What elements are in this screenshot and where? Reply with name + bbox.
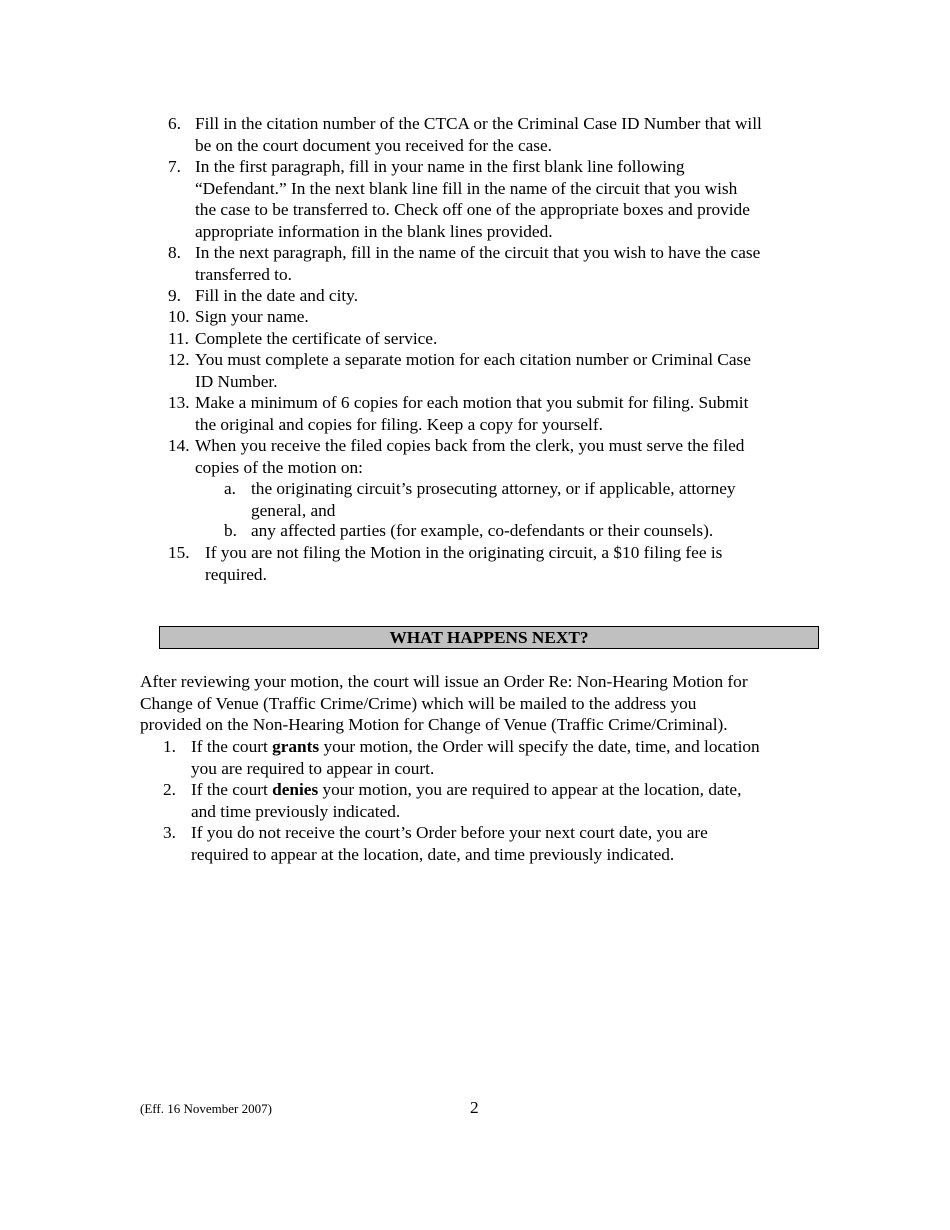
section-heading: WHAT HAPPENS NEXT? [159,626,819,649]
list-text: When you receive the filed copies back from the clerk, you must serve the filed [195,436,745,455]
emphasis-grants: grants [272,737,320,756]
emphasis-denies: denies [272,780,319,799]
list-text [191,779,741,801]
list-text: you are required to appear in court. [191,758,435,778]
sub-list-letter: a. [224,479,236,498]
list-number: 10. [168,307,190,326]
list-text: If you are not filing the Motion in the originating circuit, a $10 filing fee is [205,543,723,562]
list-text: Sign your name. [195,307,309,326]
list-text: appropriate information in the blank lines provided. [195,221,553,241]
list-number: 6. [168,114,181,133]
page-number: 2 [470,1098,479,1117]
paragraph-line: After reviewing your motion, the court will issue an Order Re: Non-Hearing Motion for [140,672,748,691]
list-number: 13. [168,393,190,412]
list-number: 11. [168,329,189,348]
effective-date: (Eff. 16 November 2007) [140,1101,272,1116]
list-text: Make a minimum of 6 copies for each motion that you submit for filing. Submit [195,393,749,412]
sub-list-text: any affected parties (for example, co-defendants or their counsels). [251,521,714,540]
list-text [191,736,760,758]
list-text: and time previously indicated. [191,801,401,821]
paragraph-line: provided on the Non-Hearing Motion for Change of Venue (Traffic Crime/Criminal). [140,715,728,734]
list-number: 9. [168,286,181,305]
list-text: “Defendant.” In the next blank line fill in the name of the circuit that you wish [195,178,738,198]
sub-list-text: the originating circuit’s prosecuting attorney, or if applicable, attorney [251,479,736,498]
list-number: 2. [163,780,176,799]
list-text: Fill in the date and city. [195,286,359,305]
text-run: your motion, the Order will specify the date, time, and location [319,737,760,756]
list-text: You must complete a separate motion for each citation number or Criminal Case [195,350,751,369]
list-text: In the next paragraph, fill in the name of the circuit that you wish to have the case [195,243,761,262]
list-text: Complete the certificate of service. [195,329,438,348]
list-text: the case to be transferred to. Check off one of the appropriate boxes and provide [195,200,750,219]
sub-list-letter: b. [224,521,237,540]
text-run: If the court [191,737,273,756]
list-text: the original and copies for filing. Keep a copy for yourself. [195,414,603,434]
list-text: transferred to. [195,264,292,284]
list-number: 8. [168,243,181,262]
list-number: 7. [168,157,181,176]
sub-list-text: general, and [251,500,336,520]
paragraph-line: Change of Venue (Traffic Crime/Crime) which will be mailed to the address you [140,693,697,713]
list-text: If you do not receive the court’s Order before your next court date, you are [191,823,708,842]
list-number: 15. [168,543,190,562]
intro-paragraph [140,671,820,736]
list-text: In the first paragraph, fill in your name in the first blank line following [195,157,685,176]
list-text: Fill in the citation number of the CTCA or the Criminal Case ID Number that will [195,114,762,133]
list-number: 12. [168,350,190,369]
list-text: ID Number. [195,371,278,391]
list-text: copies of the motion on: [195,457,363,477]
list-number: 3. [163,823,176,842]
list-text: required to appear at the location, date, and time previously indicated. [191,844,675,864]
list-text: be on the court document you received for the case. [195,135,552,155]
list-text: required. [205,564,267,584]
text-run: your motion, you are required to appear at the location, date, [318,780,742,799]
text-run: If the court [191,780,273,799]
list-number: 14. [168,436,190,455]
list-number: 1. [163,737,176,756]
